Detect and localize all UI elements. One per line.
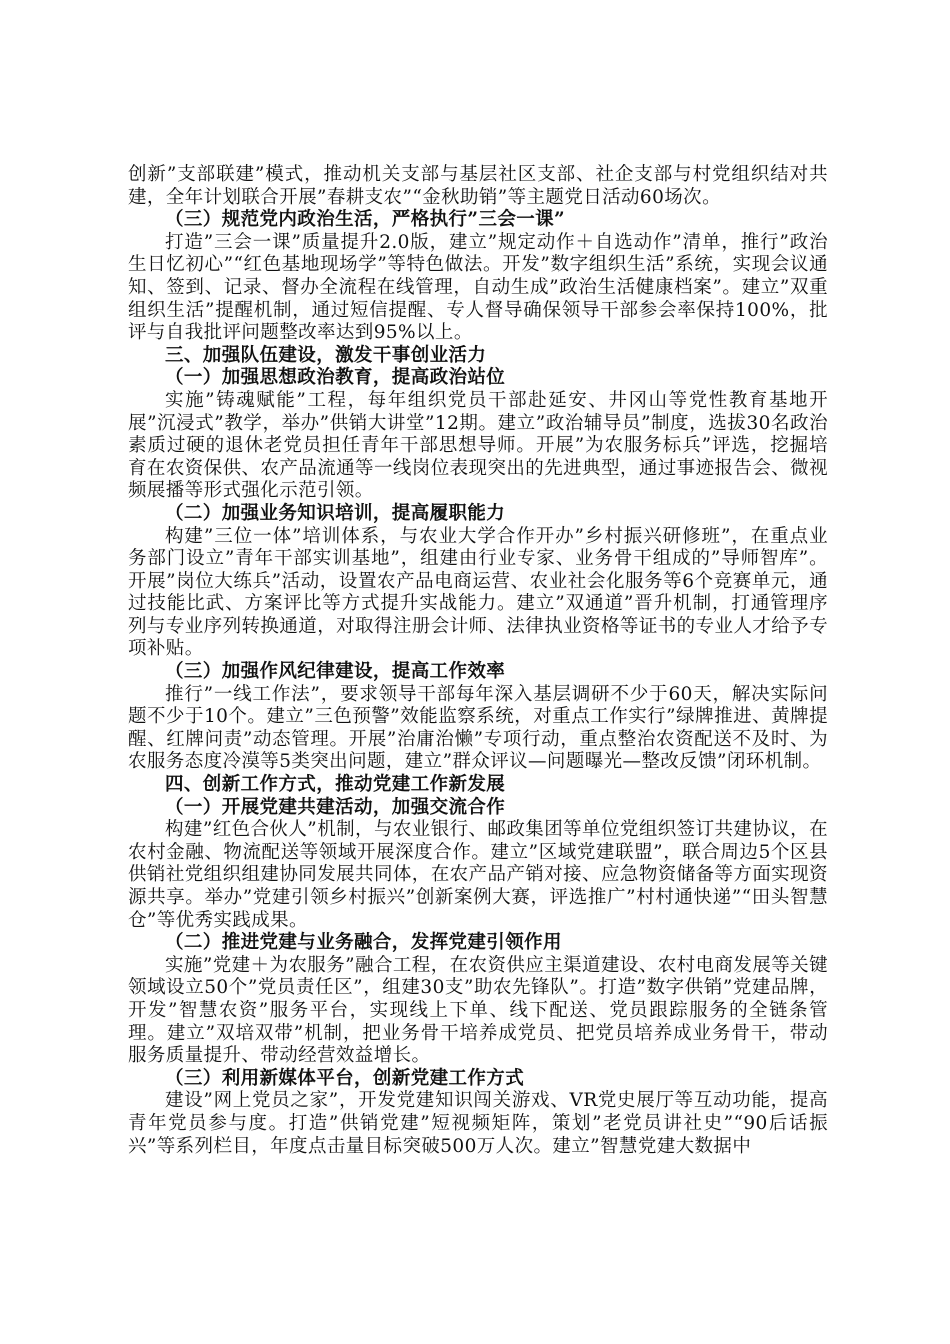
section-heading: （一）加强思想政治教育，提高政治站位: [165, 367, 506, 389]
section-heading: （二）加强业务知识培训，提高履职能力: [165, 502, 506, 524]
paragraph: 实施”铸魂赋能”工程，每年组织党员干部赴延安、井冈山等党性教育基地开展”沉浸式”教学，举办”供销大讲堂”12期。建立”政治辅导员”制度，选拔30名政治素质过硬的退休老党员担任青年干部思想导师。开展”为农服务标兵”评选，挖掘培育在农资保供、农产品流通等一线岗位表现突出的先进典型，通过事迹报告会、微视频展播等形式强化示范引领。: [128, 389, 828, 502]
paragraph: 打造”三会一课”质量提升2.0版，建立”规定动作＋自选动作”清单，推行”政治生日忆初心”“红色基地现场学”等特色做法。开发”数字组织生活”系统，实现会议通知、签到、记录、督办全流程在线管理，自动生成”政治生活健康档案”。建立”双重组织生活”提醒机制，通过短信提醒、专人督导确保领导干部参会率保持100%，批评与自我批评问题整改率达到95%以上。: [128, 231, 828, 344]
paragraph: 建设”网上党员之家”，开发党建知识闯关游戏、VR党史展厅等互动功能，提高青年党员参与度。打造”供销党建”短视频矩阵，策划”老党员讲社史”“90后话振兴”等系列栏目，年度点击量目标突破500万人次。建立”智慧党建大数据中: [128, 1090, 828, 1157]
document-body: [128, 164, 828, 1158]
section-heading: （三）利用新媒体平台，创新党建工作方式: [165, 1067, 525, 1089]
paragraph: 构建”三位一体”培训体系，与农业大学合作开办”乡村振兴研修班”，在重点业务部门设立”青年干部实训基地”，组建由行业专家、业务骨干组成的”导师智库”。开展”岗位大练兵”活动，设置农产品电商运营、农业社会化服务等6个竞赛单元，通过技能比武、方案评比等方式提升实战能力。建立”双通道”晋升机制，打通管理序列与专业序列转换通道，对取得注册会计师、法律执业资格等证书的专业人才给予专项补贴。: [128, 525, 828, 660]
paragraph: 实施”党建＋为农服务”融合工程，在农资供应主渠道建设、农村电商发展等关键领域设立50个”党员责任区”，组建30支”助农先锋队”。打造”数字供销”党建品牌，开发”智慧农资”服务平台，实现线上下单、线下配送、党员跟踪服务的全链条管理。建立”双培双带”机制，把业务骨干培养成党员、把党员培养成业务骨干，带动服务质量提升、带动经营效益增长。: [128, 954, 828, 1067]
paragraph: 创新”支部联建”模式，推动机关支部与基层社区支部、社企支部与村党组织结对共建，全年计划联合开展”春耕支农”“金秋助销”等主题党日活动60场次。: [128, 164, 828, 208]
paragraph: 推行”一线工作法”，要求领导干部每年深入基层调研不少于60天，解决实际问题不少于10个。建立”三色预警”效能监察系统，对重点工作实行”绿牌推进、黄牌提醒、红牌问责”动态管理。开展”治庸治懒”专项行动，重点整治农资配送不及时、为农服务态度冷漠等5类突出问题，建立”群众评议—问题曝光—整改反馈”闭环机制。: [128, 683, 828, 773]
section-heading: （三）加强作风纪律建设，提高工作效率: [165, 661, 506, 683]
section-heading: （二）推进党建与业务融合，发挥党建引领作用: [165, 932, 562, 954]
section-heading: （一）开展党建共建活动，加强交流合作: [165, 796, 506, 818]
paragraph: 构建”红色合伙人”机制，与农业银行、邮政集团等单位党组织签订共建协议，在农村金融、物流配送等领域开展深度合作。建立”区域党建联盟”，联合周边5个区县供销社党组织组建协同发展共同体，在农产品产销对接、应急物资储备等方面实现资源共享。举办”党建引领乡村振兴”创新案例大赛，评选推广”村村通快递”“田头智慧仓”等优秀实践成果。: [128, 819, 828, 931]
section-heading: 四、创新工作方式，推动党建工作新发展: [165, 774, 506, 796]
section-heading: 三、加强队伍建设，激发干事创业活力: [165, 344, 487, 366]
section-heading: （三）规范党内政治生活，严格执行”三会一课”: [165, 209, 566, 231]
